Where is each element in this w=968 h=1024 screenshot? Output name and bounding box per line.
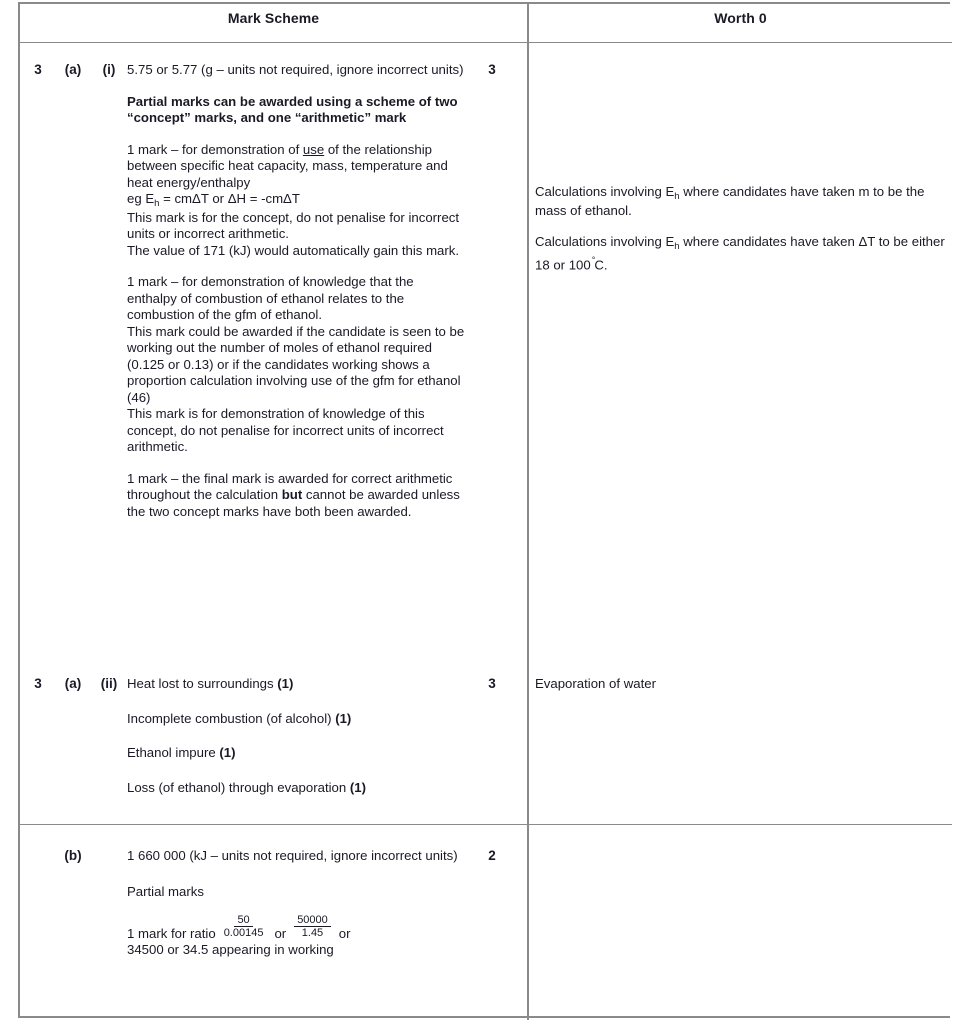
question-subpart: (i) [102, 62, 116, 77]
mark3-tail-text: cannot be awarded unless the two concept marks have both been awarded. [127, 487, 460, 519]
question-subpart: (ii) [100, 676, 118, 691]
degree-symbol: ° [591, 254, 596, 265]
enthalpy-equation-body: = cmΔT or ΔH = -cmΔT [159, 191, 300, 206]
mark-scheme-table [18, 2, 950, 1018]
marks-available: 3 [488, 62, 496, 77]
question-number: 3 [34, 62, 42, 77]
fraction-first-denominator: 0.00145 [223, 927, 264, 939]
ratio-working [127, 914, 467, 959]
point2-mark: (1) [335, 710, 352, 726]
ratio-operator-2: or [338, 925, 351, 941]
worth-item1-subscript: h [674, 191, 680, 202]
worth-item2-subscript: h [674, 241, 680, 252]
mark-scheme-point [127, 780, 467, 797]
worth-zero-cell [535, 676, 950, 693]
fraction-first [221, 914, 267, 939]
point2-text: Incomplete combustion (of alcohol) [127, 710, 336, 726]
mark-point-1 [127, 142, 467, 260]
worth-zero-item [535, 184, 950, 219]
question-part: (b) [64, 848, 82, 863]
worth-zero-item: Evaporation of water [535, 676, 656, 691]
column-header-mark-scheme: Mark Scheme [227, 10, 320, 26]
ratio-tail-text: 34500 or 34.5 appearing in working [127, 942, 334, 957]
table-header-row [20, 4, 952, 42]
enthalpy-equation-subscript: h [154, 198, 160, 209]
ratio-expression [127, 914, 467, 942]
fraction-second-denominator: 1.45 [301, 927, 324, 939]
point4-text: Loss (of ethanol) through evaporation [127, 779, 350, 795]
question-part: (a) [64, 676, 82, 691]
point1-text: Heat lost to surroundings [127, 676, 278, 691]
worth-item1-prefix: Calculations involving E [535, 184, 675, 199]
mark2-lead-text: 1 mark – for demonstration of knowledge that the enthalpy of combustion of ethanol relates to the combustion of the gfm of ethanol. [127, 274, 414, 322]
point4-mark: (1) [349, 779, 366, 795]
worth-zero-item [535, 234, 950, 273]
worth-item2-prefix: Calculations involving E [535, 234, 675, 249]
column-divider [527, 4, 529, 1020]
mark-scheme-point [127, 711, 467, 728]
marks-available: 3 [488, 676, 496, 691]
column-header-worth-zero: Worth 0 [714, 10, 767, 26]
worth-item2-suffix: where candidates have taken ΔT to be either 18 or 100 [535, 234, 945, 272]
answer-text: 1 660 000 (kJ – units not required, ignore incorrect units) [127, 848, 458, 863]
mark1-lead-text: 1 mark – for demonstration of [127, 141, 303, 157]
point3-mark: (1) [219, 745, 236, 760]
mark2-note-1: This mark could be awarded if the candidate is seen to be working out the number of moles of ethanol required (0.125 or 0.13) or if the candidates working shows a proportion calculation involving use of the gfm for ethanol (46) [127, 323, 465, 405]
ratio-lead-text: 1 mark for ratio [127, 925, 216, 941]
mark-point-3 [127, 471, 467, 521]
question-number: 3 [34, 676, 42, 691]
worth-item1-suffix: where candidates have taken m to be the mass of ethanol. [535, 184, 925, 218]
mark1-note-1: This mark is for the concept, do not penalise for incorrect units or incorrect arithmetic. [127, 209, 460, 241]
point1-mark: (1) [277, 676, 294, 691]
enthalpy-equation-prefix: eg E [127, 191, 155, 206]
answer-text: 5.75 or 5.77 (g – units not required, ignore incorrect units) [127, 62, 464, 77]
row-divider-part-b [20, 824, 952, 825]
mark-scheme-cell [127, 676, 467, 796]
mark-point-2 [127, 274, 467, 456]
question-part: (a) [64, 62, 82, 77]
mark1-note-2: The value of 171 (kJ) would automatically gain this mark. [127, 242, 460, 258]
mark2-note-2: This mark is for demonstration of knowledge of this concept, do not penalise for incorrect units of incorrect arithmetic. [127, 406, 444, 454]
point3-text: Ethanol impure [127, 745, 220, 760]
fraction-second [294, 914, 331, 939]
partial-marks-heading: Partial marks [127, 883, 204, 899]
worth-item2-tail: C. [594, 256, 608, 272]
mark3-lead-text: 1 mark – the final mark is awarded for correct arithmetic throughout the calculation [127, 470, 453, 502]
fraction-second-numerator: 50000 [294, 914, 331, 927]
mark-scheme-cell [127, 62, 467, 520]
mark1-rest-text: of the relationship between specific heat capacity, mass, temperature and heat energy/enthalpy [127, 141, 448, 190]
mark-scheme-point [127, 745, 467, 762]
header-row-divider [20, 42, 952, 43]
mark-scheme-point [127, 676, 467, 693]
fraction-first-numerator: 50 [234, 914, 252, 927]
marks-available: 2 [488, 848, 496, 863]
worth-zero-cell [535, 184, 950, 273]
mark-scheme-cell [127, 848, 467, 959]
mark3-emphasis: but [281, 487, 303, 502]
partial-marks-heading: Partial marks can be awarded using a scheme of two “concept” marks, and one “arithmetic” mark [127, 93, 458, 125]
mark1-underlined-word: use [302, 141, 325, 157]
ratio-operator-1: or [274, 925, 287, 941]
